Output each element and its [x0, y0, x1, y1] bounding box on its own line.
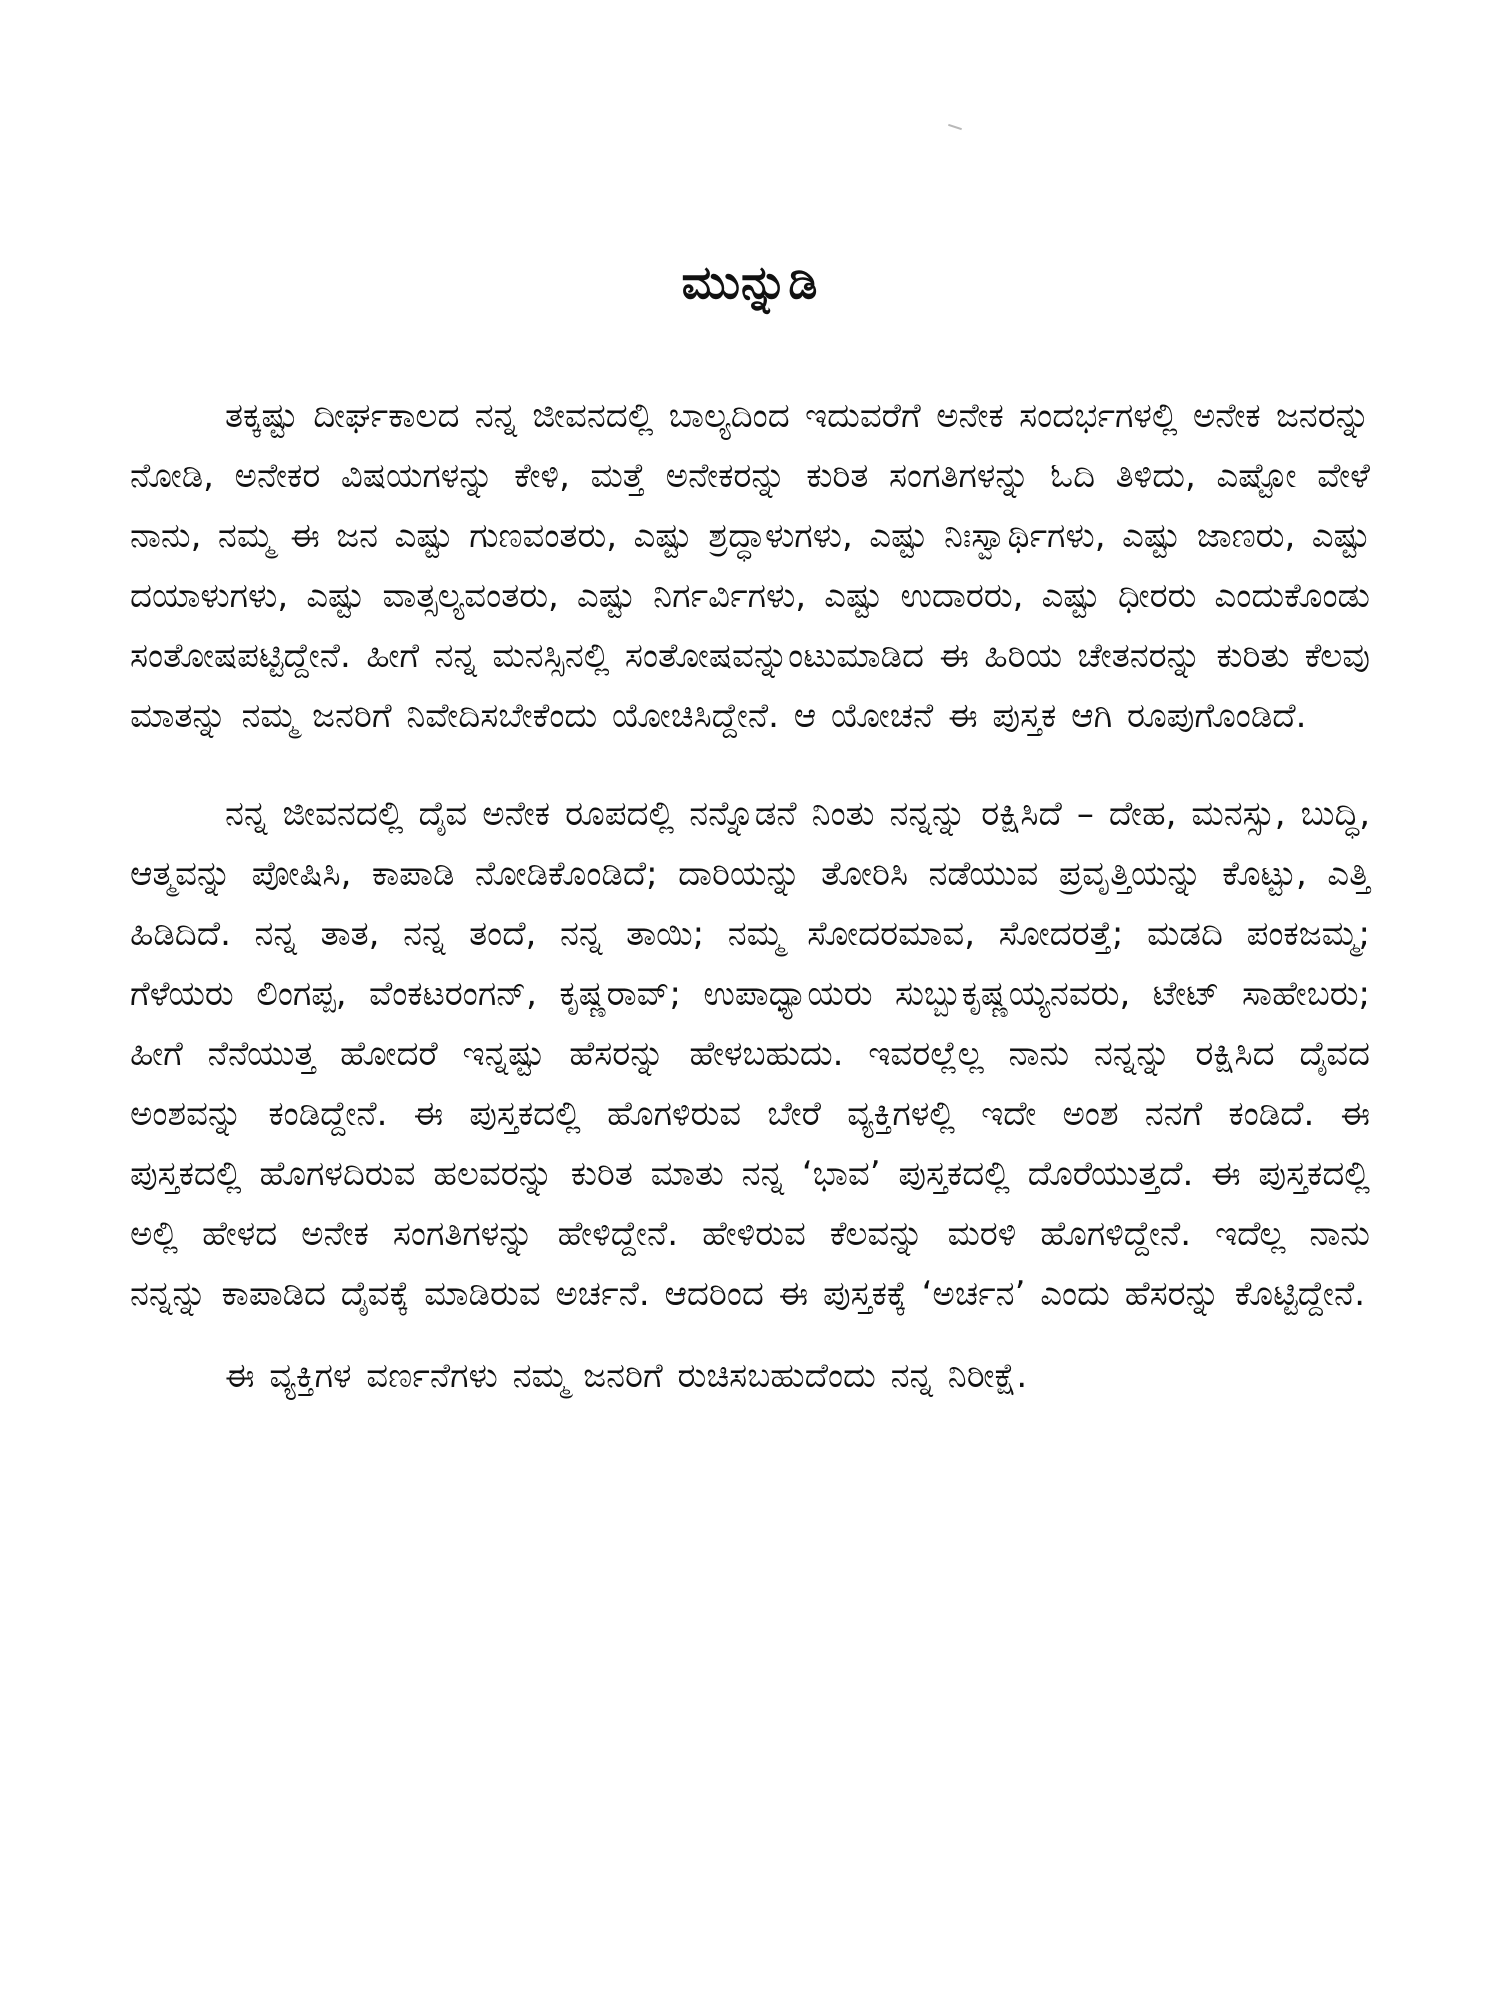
paragraph-3: ಈ ವ್ಯಕ್ತಿಗಳ ವರ್ಣನೆಗಳು ನಮ್ಮ ಜನರಿಗೆ ರುಚಿಸಬಹುದೆಂದು ನನ್ನ ನಿರೀಕ್ಷೆ. — [225, 1356, 1028, 1396]
page-title: ಮುನ್ನುಡಿ — [681, 255, 819, 309]
document-body — [130, 386, 1370, 1406]
paragraph-1: ತಕ್ಕಷ್ಟು ದೀರ್ಘಕಾಲದ ನನ್ನ ಜೀವನದಲ್ಲಿ ಬಾಲ್ಯದಿಂದ ಇದುವರೆಗೆ ಅನೇಕ ಸಂದರ್ಭಗಳಲ್ಲಿ ಅನೇಕ ಜನರನ್ನು ನೋಡಿ, ಅನೇಕರ ವಿಷಯಗಳನ್ನು ಕೇಳಿ, ಮತ್ತೆ ಅನೇಕರನ್ನು ಕುರಿತ ಸಂಗತಿಗಳನ್ನು ಓದಿ ತಿಳಿದು, ಎಷ್ಟೋ ವೇಳೆ ನಾನು, ನಮ್ಮ ಈ ಜನ ಎಷ್ಟು ಗುಣವಂತರು, ಎಷ್ಟು ಶ್ರದ್ಧಾಳುಗಳು, ಎಷ್ಟು ನಿಃಸ್ವಾರ್ಥಿಗಳು, ಎಷ್ಟು ಜಾಣರು, ಎಷ್ಟು ದಯಾಳುಗಳು, ಎಷ್ಟು ವಾತ್ಸಲ್ಯವಂತರು, ಎಷ್ಟು ನಿರ್ಗರ್ವಿಗಳು, ಎಷ್ಟು ಉದಾರರು, ಎಷ್ಟು ಧೀರರು ಎಂದುಕೊಂಡು ಸಂತೋಷಪಟ್ಟಿದ್ದೇನೆ. ಹೀಗೆ ನನ್ನ ಮನಸ್ಸಿನಲ್ಲಿ ಸಂತೋಷವನ್ನುಂಟುಮಾಡಿದ ಈ ಹಿರಿಯ ಚೇತನರನ್ನು ಕುರಿತು ಕೆಲವು ಮಾತನ್ನು ನಮ್ಮ ಜನರಿಗೆ ನಿವೇದಿಸಬೇಕೆಂದು ಯೋಚಿಸಿದ್ದೇನೆ. ಆ ಯೋಚನೆ ಈ ಪುಸ್ತಕ ಆಗಿ ರೂಪುಗೊಂಡಿದೆ. — [130, 396, 1370, 736]
scan-speck — [948, 124, 962, 130]
paragraph-2: ನನ್ನ ಜೀವನದಲ್ಲಿ ದೈವ ಅನೇಕ ರೂಪದಲ್ಲಿ ನನ್ನೊಡನೆ ನಿಂತು ನನ್ನನ್ನು ರಕ್ಷಿಸಿದೆ – ದೇಹ, ಮನಸ್ಸು, ಬುದ್ಧಿ, ಆತ್ಮವನ್ನು ಪೋಷಿಸಿ, ಕಾಪಾಡಿ ನೋಡಿಕೊಂಡಿದೆ; ದಾರಿಯನ್ನು ತೋರಿಸಿ ನಡೆಯುವ ಪ್ರವೃತ್ತಿಯನ್ನು ಕೊಟ್ಟು, ಎತ್ತಿ ಹಿಡಿದಿದೆ. ನನ್ನ ತಾತ, ನನ್ನ ತಂದೆ, ನನ್ನ ತಾಯಿ; ನಮ್ಮ ಸೋದರಮಾವ, ಸೋದರತ್ತೆ; ಮಡದಿ ಪಂಕಜಮ್ಮ; ಗೆಳೆಯರು ಲಿಂಗಪ್ಪ, ವೆಂಕಟರಂಗನ್, ಕೃಷ್ಣರಾವ್; ಉಪಾಧ್ಯಾಯರು ಸುಬ್ಬುಕೃಷ್ಣಯ್ಯನವರು, ಟೇಟ್ ಸಾಹೇಬರು; ಹೀಗೆ ನೆನೆಯುತ್ತ ಹೋದರೆ ಇನ್ನಷ್ಟು ಹೆಸರನ್ನು ಹೇಳಬಹುದು. ಇವರಲ್ಲೆಲ್ಲ ನಾನು ನನ್ನನ್ನು ರಕ್ಷಿಸಿದ ದೈವದ ಅಂಶವನ್ನು ಕಂಡಿದ್ದೇನೆ. ಈ ಪುಸ್ತಕದಲ್ಲಿ ಹೊಗಳಿರುವ ಬೇರೆ ವ್ಯಕ್ತಿಗಳಲ್ಲಿ ಇದೇ ಅಂಶ ನನಗೆ ಕಂಡಿದೆ. ಈ ಪುಸ್ತಕದಲ್ಲಿ ಹೊಗಳದಿರುವ ಹಲವರನ್ನು ಕುರಿತ ಮಾತು ನನ್ನ ‘ಭಾವ’ ಪುಸ್ತಕದಲ್ಲಿ ದೊರೆಯುತ್ತದೆ. ಈ ಪುಸ್ತಕದಲ್ಲಿ ಅಲ್ಲಿ ಹೇಳದ ಅನೇಕ ಸಂಗತಿಗಳನ್ನು ಹೇಳಿದ್ದೇನೆ. ಹೇಳಿರುವ ಕೆಲವನ್ನು ಮರಳಿ ಹೊಗಳಿದ್ದೇನೆ. ಇದೆಲ್ಲ ನಾನು ನನ್ನನ್ನು ಕಾಪಾಡಿದ ದೈವಕ್ಕೆ ಮಾಡಿರುವ ಅರ್ಚನೆ. ಆದರಿಂದ ಈ ಪುಸ್ತಕಕ್ಕೆ ‘ಅರ್ಚನ’ ಎಂದು ಹೆಸರನ್ನು ಕೊಟ್ಟಿದ್ದೇನೆ. — [130, 794, 1370, 1314]
